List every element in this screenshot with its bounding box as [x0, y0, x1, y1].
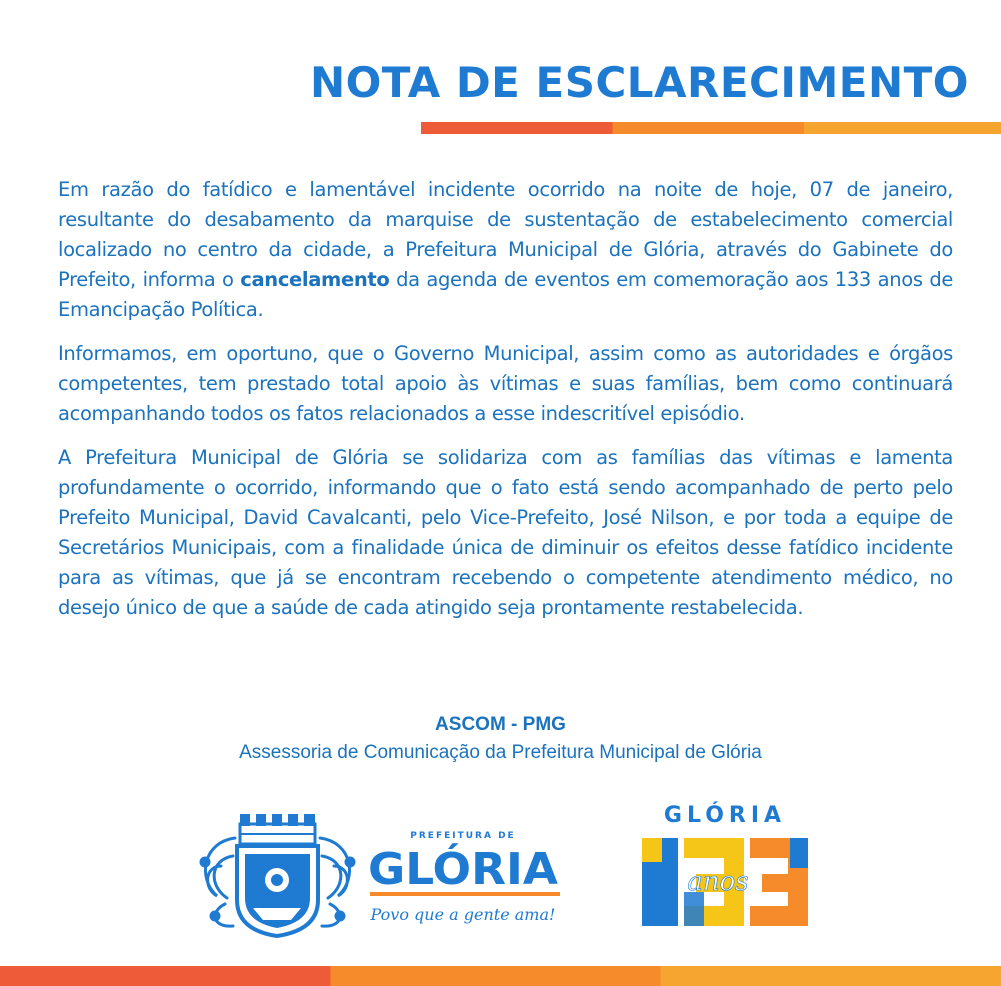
paragraph-1: [58, 175, 953, 325]
gloria-wordmark: GLÓRIA: [368, 844, 553, 895]
footer-color-bar: [0, 966, 1001, 986]
slogan-text: Povo que a gente ama!: [370, 905, 556, 924]
right-ornament-icon: [320, 838, 354, 926]
signature-description: Assessoria de Comunicação da Prefeitura Municipal de Glória: [239, 742, 762, 763]
paragraph-3: A Prefeitura Municipal de Glória se solidariza com as famílias das vítimas e lamenta profundamente o ocorrido, informando que o fato está sendo acompanhado de perto pelo Prefeito Municipal, David Cavalcanti, pelo Vice-Prefeito, José Nilson, e por toda a equipe de Secretários Municipais, com a finalidade única de diminuir os efeitos desse fatídico incidente para as vítimas, que já se encontram recebendo o competente atendimento médico, no desejo único de que a saúde de cada atingido seja prontamente restabelecida.: [58, 446, 953, 619]
note-body: [58, 175, 953, 637]
paragraph-1-end: da agenda de eventos em comemoração aos 133 anos de Emancipação Política.: [58, 268, 953, 321]
anniversary-city-text: GLÓRIA: [663, 803, 787, 828]
gloria-133-anos-logo: [640, 800, 810, 930]
page-title: NOTA DE ESCLARECIMENTO: [309, 58, 969, 107]
paragraph-2: Informamos, em oportuno, que o Governo Municipal, assim como as autoridades e órgãos competentes, tem prestado total apoio às vítimas e suas famílias, bem como continuará acompanhando todos os fatos relacionados a esse indescritível episódio.: [58, 342, 953, 425]
prefeitura-small-text: PREFEITURA DE: [410, 831, 516, 841]
title-underline-bar: [421, 122, 1001, 134]
signature-org: ASCOM - PMG: [435, 714, 566, 735]
cancelamento-highlight: cancelamento: [240, 268, 390, 291]
paragraph-1-start: Em razão do fatídico e lamentável incidente ocorrido na noite de hoje, 07 de janeiro, resultante do desabamento da marquise de sustentação de estabelecimento comercial localizado no centro da cidade, a Prefeitura Municipal de Glória, através do Gabinete do Prefeito, informa o: [58, 178, 953, 291]
left-ornament-icon: [201, 838, 235, 926]
crown-icon: [240, 814, 315, 844]
prefeitura-gloria-logo: [195, 808, 565, 938]
coat-of-arms-shield-icon: [237, 846, 318, 936]
anos-script-text: anos: [687, 867, 749, 897]
